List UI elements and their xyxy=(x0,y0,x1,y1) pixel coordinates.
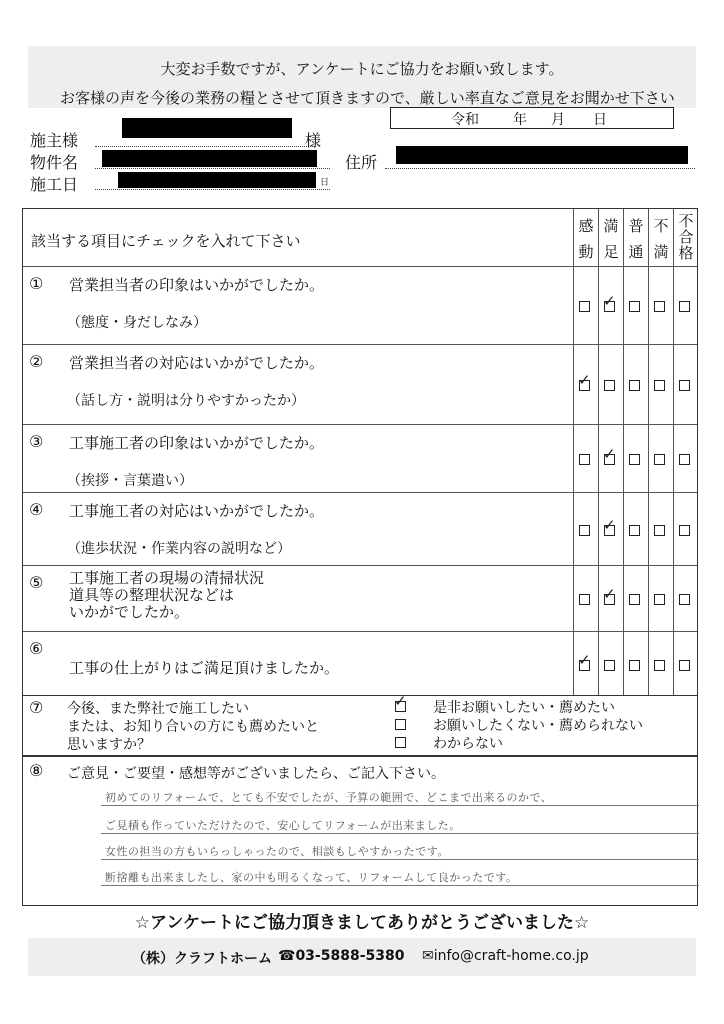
company-email[interactable]: ✉info@craft-home.co.jp xyxy=(422,948,589,964)
question-subtext: （挨拶・言葉遣い） xyxy=(67,473,193,489)
date-era: 令和 xyxy=(451,112,479,128)
construction-date-suffix: 日 xyxy=(320,178,330,188)
rating-checkbox[interactable] xyxy=(603,585,616,605)
property-label: 物件名 xyxy=(30,153,79,172)
question-7-line1: 今後、また弊社で施工したい xyxy=(67,701,249,717)
question-text: 営業担当者の印象はいかがでしたか。 xyxy=(69,276,325,294)
question-number: ⑥ xyxy=(29,639,44,658)
date-month-label: 月 xyxy=(551,112,565,128)
option-label: 是非お願いしたい・薦めたい xyxy=(433,700,615,716)
question-8-prompt: ご意見・ご要望・感想等がございましたら、ご記入下さい。 xyxy=(67,766,445,782)
company-phone: ☎03-5888-5380 xyxy=(278,948,405,964)
rating-checkbox[interactable] xyxy=(654,660,665,671)
checkmark-icon: ✓ xyxy=(603,292,616,310)
rating-checkbox[interactable] xyxy=(654,380,665,391)
checkmark-icon: ✓ xyxy=(603,445,616,463)
survey-table xyxy=(22,208,698,696)
question-7-line2: または、お知り合いの方にも薦めたいと xyxy=(67,719,319,735)
address-redacted xyxy=(396,146,688,164)
checkmark-icon: ✓ xyxy=(603,585,616,603)
instruction-text: 該当する項目にチェックを入れて下さい xyxy=(31,232,301,250)
question-7-block xyxy=(22,694,698,756)
date-year-label: 年 xyxy=(513,112,527,128)
property-name-redacted xyxy=(102,150,317,167)
option-checkbox[interactable] xyxy=(395,719,406,730)
rating-checkbox[interactable] xyxy=(654,454,665,465)
rating-checkbox[interactable] xyxy=(654,594,665,605)
question-number: ④ xyxy=(29,500,44,519)
thank-you-message: ☆アンケートにご協力頂きましてありがとうございました☆ xyxy=(134,913,590,933)
construction-date-label: 施工日 xyxy=(30,175,79,194)
question-subtext: （態度・身だしなみ） xyxy=(67,315,207,331)
rating-checkbox[interactable] xyxy=(579,594,590,605)
rating-checkbox[interactable] xyxy=(604,660,615,671)
checkmark-icon: ✓ xyxy=(603,516,616,534)
question-text: 営業担当者の対応はいかがでしたか。 xyxy=(69,354,325,372)
rating-checkbox[interactable] xyxy=(629,454,640,465)
rating-checkbox[interactable] xyxy=(654,525,665,536)
construction-date-redacted xyxy=(118,172,316,188)
question-number: ③ xyxy=(29,432,44,451)
rating-header-futsu: 普通 xyxy=(628,217,644,261)
question-number: ① xyxy=(29,274,44,293)
rating-checkbox[interactable] xyxy=(629,660,640,671)
question-8-block xyxy=(22,756,698,906)
rating-header-fuman: 不満 xyxy=(653,217,669,261)
question-text-line: 道具等の整理状況などは xyxy=(69,586,235,604)
question-text-line: 工事施工者の現場の清掃状況 xyxy=(69,569,265,587)
checkmark-icon: ✓ xyxy=(578,651,591,669)
checkmark-icon: ✓ xyxy=(394,692,407,710)
owner-name-redacted xyxy=(122,118,292,138)
question-text: 工事施工者の印象はいかがでしたか。 xyxy=(69,434,325,452)
rating-header-fugokaku: 不合格 xyxy=(678,212,694,262)
rating-checkbox[interactable] xyxy=(679,660,690,671)
rating-checkbox[interactable] xyxy=(603,292,616,312)
rating-checkbox[interactable] xyxy=(629,594,640,605)
rating-checkbox[interactable] xyxy=(603,516,616,536)
construction-date-underline xyxy=(95,189,330,190)
address-underline xyxy=(385,168,695,169)
rating-checkbox[interactable] xyxy=(654,301,665,312)
checkmark-icon: ✓ xyxy=(578,371,591,389)
rating-checkbox[interactable] xyxy=(629,525,640,536)
address-label: 住所 xyxy=(345,153,378,172)
rating-header-kando: 感動 xyxy=(578,217,594,261)
question-text-line: いかがでしたか。 xyxy=(69,603,190,621)
question-number: ⑤ xyxy=(29,573,44,592)
rating-checkbox[interactable] xyxy=(629,301,640,312)
rating-checkbox[interactable] xyxy=(679,454,690,465)
question-subtext: （進歩状況・作業内容の説明など） xyxy=(67,541,291,557)
rating-checkbox[interactable] xyxy=(579,525,590,536)
handwritten-comment-line: ご見積も作っていただけたので、安心してリフォームが出来ました。 xyxy=(105,819,461,832)
rating-checkbox[interactable] xyxy=(578,371,591,391)
rating-checkbox[interactable] xyxy=(604,380,615,391)
rating-checkbox[interactable] xyxy=(679,594,690,605)
option-label: お願いしたくない・薦められない xyxy=(433,718,643,734)
handwritten-comment-line: 女性の担当の方もいらっしゃったので、相談もしやすかったです。 xyxy=(105,845,449,858)
owner-suffix: 様 xyxy=(305,131,322,150)
rating-checkbox[interactable] xyxy=(679,301,690,312)
rating-checkbox[interactable] xyxy=(629,380,640,391)
rating-checkbox[interactable] xyxy=(579,454,590,465)
date-day-label: 日 xyxy=(593,112,607,128)
option-checkbox[interactable] xyxy=(394,692,407,712)
question-number: ② xyxy=(29,352,44,371)
rating-checkbox[interactable] xyxy=(679,380,690,391)
question-number: ⑦ xyxy=(29,698,44,717)
question-subtext: （話し方・説明は分りやすかったか） xyxy=(67,393,305,409)
company-name: （株）クラフトホーム xyxy=(132,951,272,967)
question-7-line3: 思いますか？ xyxy=(67,737,151,753)
date-field[interactable] xyxy=(390,107,674,129)
question-text: 工事施工者の対応はいかがでしたか。 xyxy=(69,502,325,520)
option-label: わからない xyxy=(433,736,503,752)
question-text: 工事の仕上がりはご満足頂けましたか。 xyxy=(69,659,340,677)
rating-checkbox[interactable] xyxy=(578,651,591,671)
header-request-line: 大変お手数ですが、アンケートにご協力をお願い致します。 xyxy=(160,60,564,78)
rating-checkbox[interactable] xyxy=(679,525,690,536)
option-checkbox[interactable] xyxy=(395,737,406,748)
rating-checkbox[interactable] xyxy=(579,301,590,312)
owner-label: 施主様 xyxy=(30,131,79,150)
question-number: ⑧ xyxy=(29,761,44,780)
handwritten-comment-line: 断捨離も出来ましたし、家の中も明るくなって、リフォームして良かったです。 xyxy=(105,871,518,884)
rating-header-manzoku: 満足 xyxy=(603,217,619,261)
owner-underline xyxy=(95,146,315,147)
property-underline xyxy=(95,168,330,169)
handwritten-comment-line: 初めてのリフォームで、とても不安でしたが、予算の範囲で、どこまで出来るのかで、 xyxy=(105,791,553,804)
header-request-subline: お客様の声を今後の業務の糧とさせて頂きますので、厳しい率直なご意見をお聞かせ下さい xyxy=(60,89,675,107)
rating-checkbox[interactable] xyxy=(603,445,616,465)
